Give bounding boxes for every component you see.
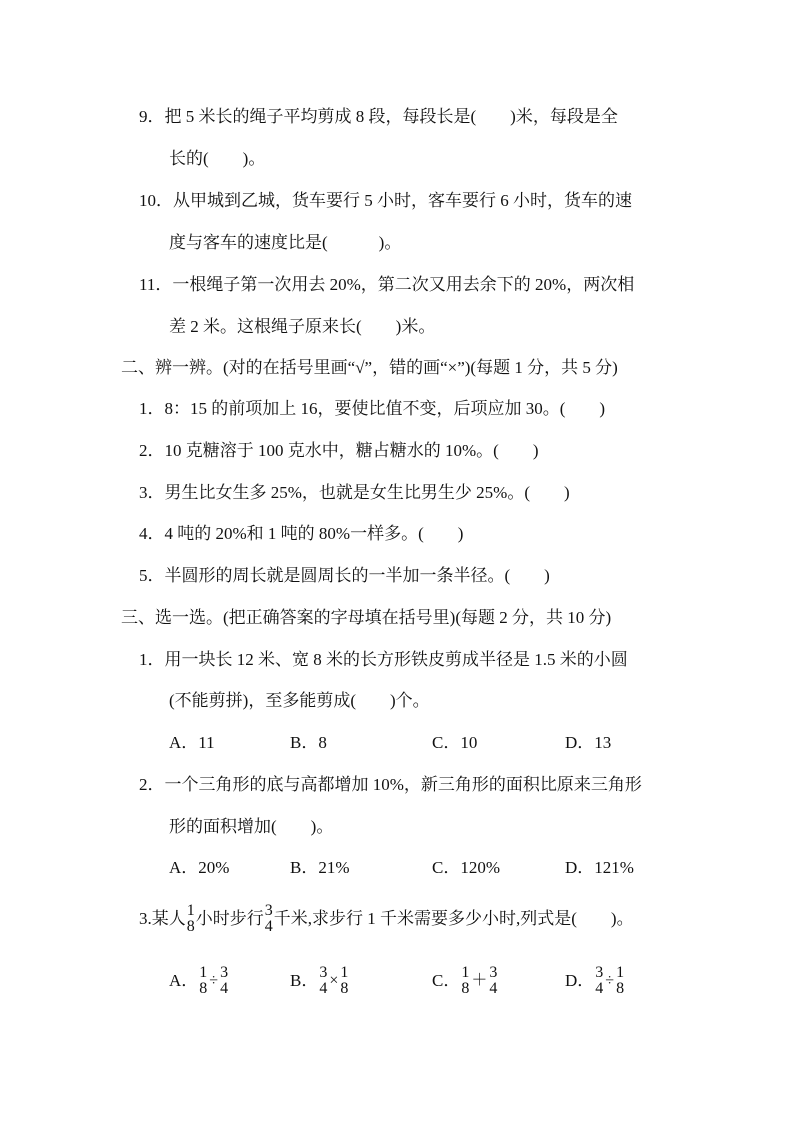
- option-fraction-a: [461, 965, 469, 997]
- choice-2-line-2: 形的面积增加( )。: [169, 817, 334, 836]
- question-9-line-2: 长的( )。: [169, 149, 266, 168]
- option-fraction-a: [319, 965, 327, 997]
- choice-3-option-a: [169, 962, 229, 999]
- option-fraction-b: [616, 965, 624, 997]
- judge-item-3: 3．男生比女生多 25%，也就是女生比男生少 25%。( ): [139, 483, 570, 502]
- fraction-three-quarters: [265, 903, 273, 935]
- fraction-denominator: 8: [199, 980, 208, 998]
- choice-3-option-b: [290, 962, 349, 999]
- choice-2-option-d: D．121%: [565, 858, 634, 877]
- fraction-denominator: 8: [616, 980, 625, 998]
- judge-item-4: 4．4 吨的 20%和 1 吨的 80%一样多。( ): [139, 524, 464, 543]
- fraction-numerator: 3: [220, 964, 229, 982]
- judge-item-5: 5．半圆形的周长就是圆周长的一半加一条半径。( ): [139, 566, 550, 585]
- fraction-numerator: 3: [489, 964, 498, 982]
- judge-item-2: 2．10 克糖溶于 100 克水中，糖占糖水的 10%。( ): [139, 441, 539, 460]
- choice-2-option-b: B．21%: [290, 858, 350, 877]
- fraction-denominator: 4: [220, 980, 229, 998]
- multiplication-operator: ×: [329, 972, 339, 990]
- fraction-denominator: 8: [340, 980, 349, 998]
- section-2-heading: 二、辨一辨。(对的在括号里画“√”，错的画“×”)(每题 1 分，共 5 分): [121, 358, 618, 377]
- fraction-denominator: 4: [489, 980, 498, 998]
- fraction-denominator: 8: [186, 918, 195, 936]
- division-operator: ÷: [605, 972, 615, 990]
- choice-3-option-d: [565, 962, 625, 999]
- fraction-numerator: 3: [595, 964, 604, 982]
- question-10-line-1: 10．从甲城到乙城，货车要行 5 小时，客车要行 6 小时，货车的速: [139, 191, 632, 210]
- option-fraction-b: [220, 965, 228, 997]
- division-operator: ÷: [209, 972, 219, 990]
- choice-1-option-d: D．13: [565, 733, 612, 752]
- question-11-line-1: 11．一根绳子第一次用去 20%，第二次又用去余下的 20%，两次相: [139, 275, 635, 294]
- judge-item-1: 1．8：15 的前项加上 16，要使比值不变，后项应加 30。( ): [139, 399, 606, 418]
- option-fraction-a: [199, 965, 207, 997]
- choice-2-line-1: 2．一个三角形的底与高都增加 10%，新三角形的面积比原来三角形: [139, 775, 642, 794]
- question-9-line-1: 9．把 5 米长的绳子平均剪成 8 段，每段长是( )米，每段是全: [139, 107, 618, 126]
- question-11-line-2: 差 2 米。这根绳子原来长( )米。: [169, 317, 436, 336]
- option-label: C．: [432, 971, 461, 991]
- option-label: B．: [290, 971, 319, 991]
- fraction-one-eighth: [187, 903, 195, 935]
- choice-1-line-1: 1．用一块长 12 米、宽 8 米的长方形铁皮剪成半径是 1.5 米的小圆: [139, 650, 628, 669]
- option-label: A．: [169, 971, 199, 991]
- fraction-denominator: 8: [461, 980, 470, 998]
- fraction-denominator: 4: [264, 918, 273, 936]
- choice-3-option-c: [432, 962, 498, 999]
- fraction-numerator: 1: [340, 964, 349, 982]
- choice-1-option-a: A．11: [169, 733, 215, 752]
- fraction-numerator: 3: [319, 964, 328, 982]
- option-fraction-b: [489, 965, 497, 997]
- choice-3-prefix: 3.某人: [139, 909, 186, 929]
- fraction-numerator: 1: [199, 964, 208, 982]
- question-10-line-2: 度与客车的速度比是( )。: [169, 233, 402, 252]
- choice-3-mid: 小时步行: [195, 909, 264, 929]
- choice-1-option-b: B．8: [290, 733, 327, 752]
- choice-1-option-c: C．10: [432, 733, 478, 752]
- choice-1-line-2: (不能剪拼)，至多能剪成( )个。: [169, 691, 430, 710]
- option-fraction-a: [595, 965, 603, 997]
- fraction-numerator: 1: [186, 902, 195, 920]
- fraction-numerator: 3: [264, 902, 273, 920]
- addition-operator: ＋: [471, 972, 488, 990]
- fraction-numerator: 1: [461, 964, 470, 982]
- section-3-heading: 三、选一选。(把正确答案的字母填在括号里)(每题 2 分，共 10 分): [121, 608, 612, 627]
- option-label: D．: [565, 971, 595, 991]
- choice-2-option-a: A．20%: [169, 858, 230, 877]
- fraction-denominator: 4: [319, 980, 328, 998]
- fraction-denominator: 4: [595, 980, 604, 998]
- choice-3-suffix: 千米,求步行 1 千米需要多少小时,列式是( )。: [273, 909, 634, 929]
- choice-3-stem: [139, 900, 634, 937]
- choice-2-option-c: C．120%: [432, 858, 500, 877]
- fraction-numerator: 1: [616, 964, 625, 982]
- option-fraction-b: [340, 965, 348, 997]
